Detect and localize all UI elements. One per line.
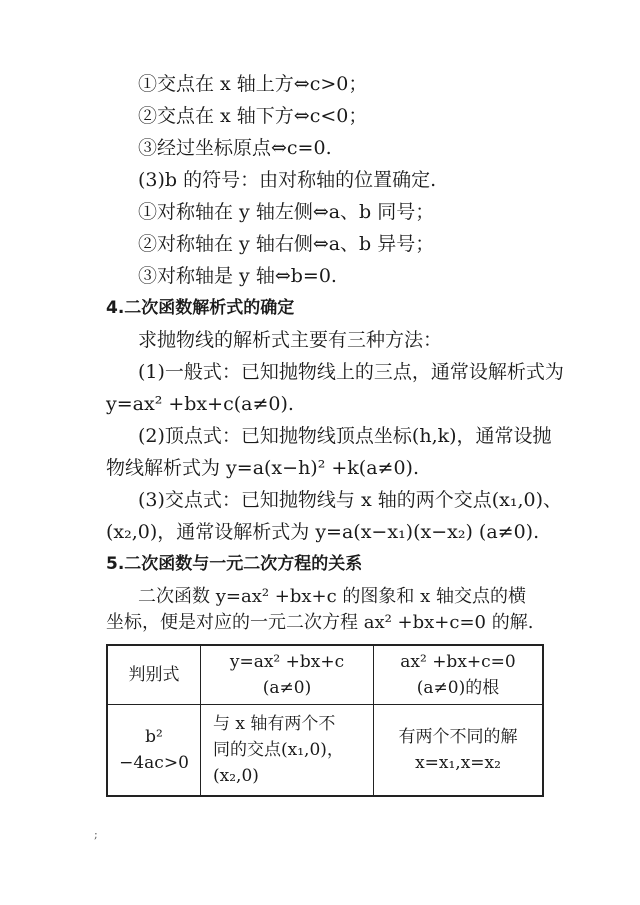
text-line-2: ②交点在 x 轴下方⇔c<0；: [138, 105, 368, 127]
text-line-17: 二次函数 y=ax² +bx+c 的图象和 x 轴交点的横: [138, 586, 527, 607]
text-line-13: 物线解析式为 y=a(x−h)² +k(a≠0).: [106, 457, 420, 479]
text-line-7: ③对称轴是 y 轴⇔b=0.: [138, 265, 337, 287]
row-discriminant: b² −4ac>0: [107, 705, 201, 797]
header-function-formula: y=ax² +bx+c: [229, 652, 345, 672]
text-line-6: ②对称轴在 y 轴右侧⇔a、b 异号；: [138, 233, 435, 255]
text-line-5: ①对称轴在 y 轴左侧⇔a、b 同号；: [138, 201, 435, 223]
text-line-15: (x₂,0)，通常设解析式为 y=a(x−x₁)(x−x₂) (a≠0).: [106, 521, 540, 543]
row-intersections: [201, 705, 374, 797]
row-roots-line1: 有两个不同的解: [398, 727, 518, 747]
row-roots: [374, 705, 544, 797]
row-roots-line2: x=x₁,x=x₂: [415, 753, 501, 773]
row-intersections-line2: 同的交点(x₁,0)，: [213, 740, 344, 760]
text-line-1: ①交点在 x 轴上方⇔c>0；: [138, 73, 368, 95]
text-line-3: ③经过坐标原点⇔c=0.: [138, 137, 332, 159]
row-intersections-line3: (x₂,0): [213, 766, 259, 786]
discriminant-table: [106, 644, 544, 797]
header-equation-roots: [374, 645, 544, 705]
header-function-condition: (a≠0): [262, 678, 312, 698]
text-line-4: (3)b 的符号：由对称轴的位置确定.: [138, 169, 437, 191]
text-line-12: (2)顶点式：已知抛物线顶点坐标(h,k)，通常设抛: [138, 425, 552, 447]
text-line-10: (1)一般式：已知抛物线上的三点，通常设解析式为: [138, 361, 564, 383]
footer-mark: ;: [94, 828, 98, 841]
header-discriminant: 判别式: [107, 645, 201, 705]
text-line-18: 坐标，便是对应的一元二次方程 ax² +bx+c=0 的解.: [106, 612, 534, 633]
text-line-14: (3)交点式：已知抛物线与 x 轴的两个交点(x₁,0)、: [138, 489, 562, 511]
section-heading-4: 4.二次函数解析式的确定: [106, 298, 295, 318]
text-line-9: 求抛物线的解析式主要有三种方法：: [138, 329, 443, 351]
row-intersections-line1: 与 x 轴有两个不: [213, 714, 336, 734]
header-equation-formula: ax² +bx+c=0: [400, 652, 516, 672]
table-row: [107, 705, 543, 797]
header-equation-condition: (a≠0)的根: [416, 678, 500, 698]
table-header-row: [107, 645, 543, 705]
header-function: [201, 645, 374, 705]
section-heading-5: 5.二次函数与一元二次方程的关系: [106, 554, 363, 574]
text-line-11: y=ax² +bx+c(a≠0).: [106, 393, 294, 415]
